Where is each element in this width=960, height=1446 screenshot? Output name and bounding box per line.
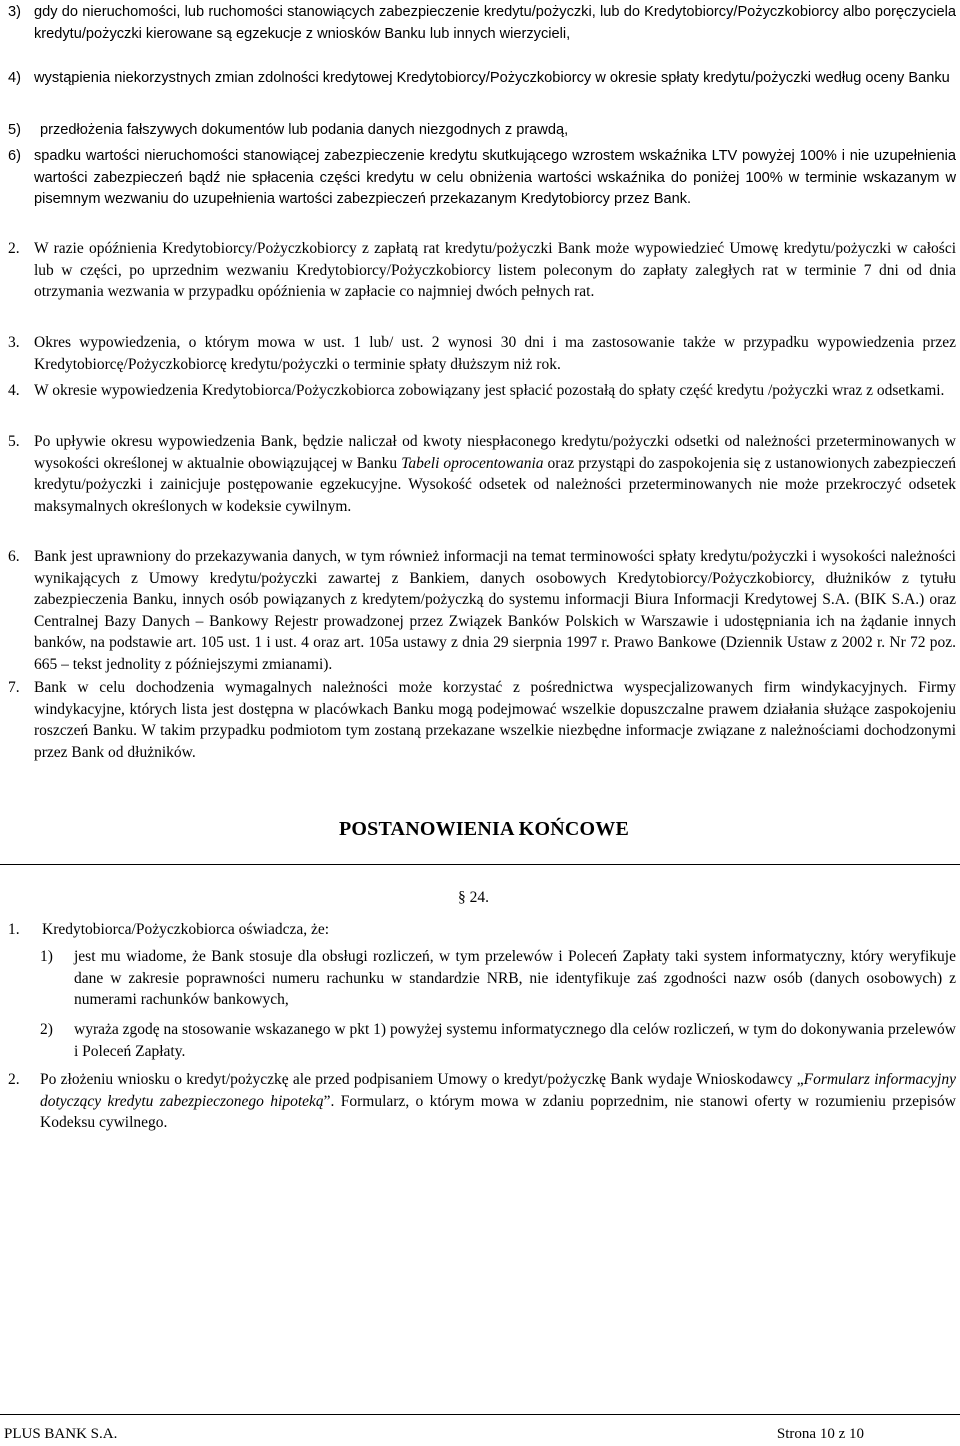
- point-number: 6.: [8, 548, 20, 565]
- list-text: wystąpienia niekorzystnych zmian zdolności kredytowej Kredytobiorcy/Pożyczkobiorcy w okresie spłaty kredytu/pożyczki według oceny Banku: [34, 70, 950, 86]
- point-text: W razie opóźnienia Kredytobiorcy/Pożyczkobiorcy z zapłatą rat kredytu/pożyczki Bank może wypowiedzieć Umowę kredytu/pożyczki w całości lub w części, po uprzednim wezwaniu Kredytobiorcy/Pożyczkobiorcy listem poleconym do zapłaty zaległych rat w terminie 7 dni od dnia otrzymania wezwania w przypadku opóźnienia w zapłacie co najmniej dwóch pełnych rat.: [34, 240, 956, 301]
- point-number: 7.: [8, 679, 20, 696]
- sub-text: wyraża zgodę na stosowanie wskazanego w pkt 1) powyżej systemu informatycznego dla celów rozliczeń, w tym do dokonywania przelewów i Poleceń Zapłaty.: [74, 1021, 956, 1060]
- sub-number: 1): [40, 948, 53, 965]
- paragraph-mark: § 24.: [458, 889, 489, 906]
- footer-page-number: Strona 10 z 10: [776, 1426, 864, 1442]
- point-number: 2.: [8, 1071, 20, 1088]
- point-text-b: oraz przystąpi do zaspokojenia się z ustanowionych zabezpieczeń kredytu/pożyczki i zainicjuje postępowanie egzekucyjne. Wysokość odsetek od należności przeterminowanych nie może przekroczyć odsetek maksymalnych określonych w kodeksie cywilnym.: [34, 454, 956, 515]
- point-text: W okresie wypowiedzenia Kredytobiorca/Pożyczkobiorca zobowiązany jest spłacić pozostałą do spłaty część kredytu /pożyczki wraz z odsetkami.: [34, 382, 945, 399]
- sub-text: jest mu wiadome, że Bank stosuje dla obsługi rozliczeń, w tym przelewów i Poleceń Zapłaty taki system informatyczny, który weryfikuje dane w zakresie poprawności numeru rachunku w standardzie NRB, nie identyfikuje zaś zgodności nazw osób (danych osobowych) z numerami rachunków bankowych,: [74, 948, 956, 1009]
- point-text: [34, 431, 956, 517]
- rate-table-name: Tabeli oprocentowania: [401, 454, 544, 472]
- list-text: spadku wartości nieruchomości stanowiącej zabezpieczenie kredytu skutkującego wzrostem wskaźnika LTV powyżej 100% i nie uzupełnienia wartości zabezpieczeń bądź nie spłacenia części kredytu w celu obniżenia wartości wskaźnika do poniżej 100% w terminie wskazanym w pisemnym wezwaniu do uzupełnienia wartości zabezpieczeń przekazanym Kredytobiorcy przez Bank.: [34, 148, 956, 208]
- footer-bank-name: PLUS BANK S.A.: [4, 1426, 118, 1442]
- point-text: Bank jest uprawniony do przekazywania danych, w tym również informacji na temat terminowości spłaty kredytu/pożyczki i wysokości należności wynikających z Umowy kredytu/pożyczki zawartej z Bankiem, danych osobowych Kredytobiorcy/Pożyczkobiorcy, dłużników z tytułu zabezpieczenia Banku, innych osób powiązanych z kredytem/pożyczką do systemu informacji Biura Informacji Kredytowej S.A. (BIK S.A.) oraz Centralnej Bazy Danych – Bankowy Rejestr prowadzonej przez Związek Banków Polskich w Warszawie i udostępniania ich na żądanie innych banków, na podstawie art. 105 ust. 1 i ust. 4 oraz art. 105a ustawy z dnia 29 sierpnia 1997 r. Prawo Bankowe (Dziennik Ustaw z 2002 r. Nr 72 poz. 665 – tekst jednolity z późniejszymi zmianami).: [34, 548, 956, 673]
- form-name: Formularz informacyjny dotyczący kredytu zabezpieczonego hipoteką: [40, 1071, 956, 1110]
- point-number: 3.: [8, 334, 20, 351]
- point-number: 1.: [8, 921, 20, 938]
- section-heading: POSTANOWIENIA KOŃCOWE: [339, 818, 629, 840]
- list-number: 3): [8, 4, 21, 20]
- list-text: przedłożenia fałszywych dokumentów lub podania danych niezgodnych z prawdą,: [40, 122, 569, 138]
- point-number: 2.: [8, 240, 20, 257]
- list-number: 5): [8, 122, 21, 138]
- sub-number: 2): [40, 1021, 53, 1038]
- point-text: [40, 1069, 956, 1134]
- footer-divider: [0, 1414, 960, 1415]
- list-text: gdy do nieruchomości, lub ruchomości stanowiących zabezpieczenie kredytu/pożyczki, lub do Kredytobiorcy/Pożyczkobiorcy albo poręczyciela kredytu/pożyczki kierowane są egzekucje z wniosków Banku lub innych wierzycieli,: [34, 4, 956, 42]
- point-text-b: ”. Formularz, o którym mowa w zdaniu poprzednim, nie stanowi oferty w rozumieniu przepisów Kodeksu cywilnego.: [40, 1092, 956, 1132]
- list-number: 4): [8, 70, 21, 86]
- point-text-a: Po upływie okresu wypowiedzenia Bank, będzie naliczał od kwoty niespłaconego kredytu/pożyczki odsetki od należności przeterminowanych w wysokości określonej w aktualnie obowiązującej w Banku: [34, 433, 956, 472]
- point-text: Kredytobiorca/Pożyczkobiorca oświadcza, że:: [42, 921, 330, 938]
- section-divider: [0, 864, 960, 865]
- point-text-a: Po złożeniu wniosku o kredyt/pożyczkę ale przed podpisaniem Umowy o kredyt/pożyczkę Bank wydaje Wnioskodawcy „: [40, 1071, 804, 1088]
- point-text: Okres wypowiedzenia, o którym mowa w ust. 1 lub/ ust. 2 wynosi 30 dni i ma zastosowanie także w przypadku wypowiedzenia przez Kredytobiorcę/Pożyczkobiorcę kredytu/pożyczki o terminie spłaty dłuższym niż rok.: [34, 334, 956, 373]
- list-number: 6): [8, 148, 21, 164]
- point-number: 4.: [8, 382, 20, 399]
- point-text: Bank w celu dochodzenia wymagalnych należności może korzystać z pośrednictwa wyspecjalizowanych firm windykacyjnych. Firmy windykacyjne, których lista jest dostępna w placówkach Banku mogą podejmować wszelkie dopuszczalne prawem działania służące zaspokojeniu roszczeń Banku. W takim przypadku podmiotom tym zostaną przekazane wszelkie niezbędne informacje związane z należnościami dochodzonymi przez Bank od dłużników.: [34, 679, 956, 761]
- point-number: 5.: [8, 433, 20, 450]
